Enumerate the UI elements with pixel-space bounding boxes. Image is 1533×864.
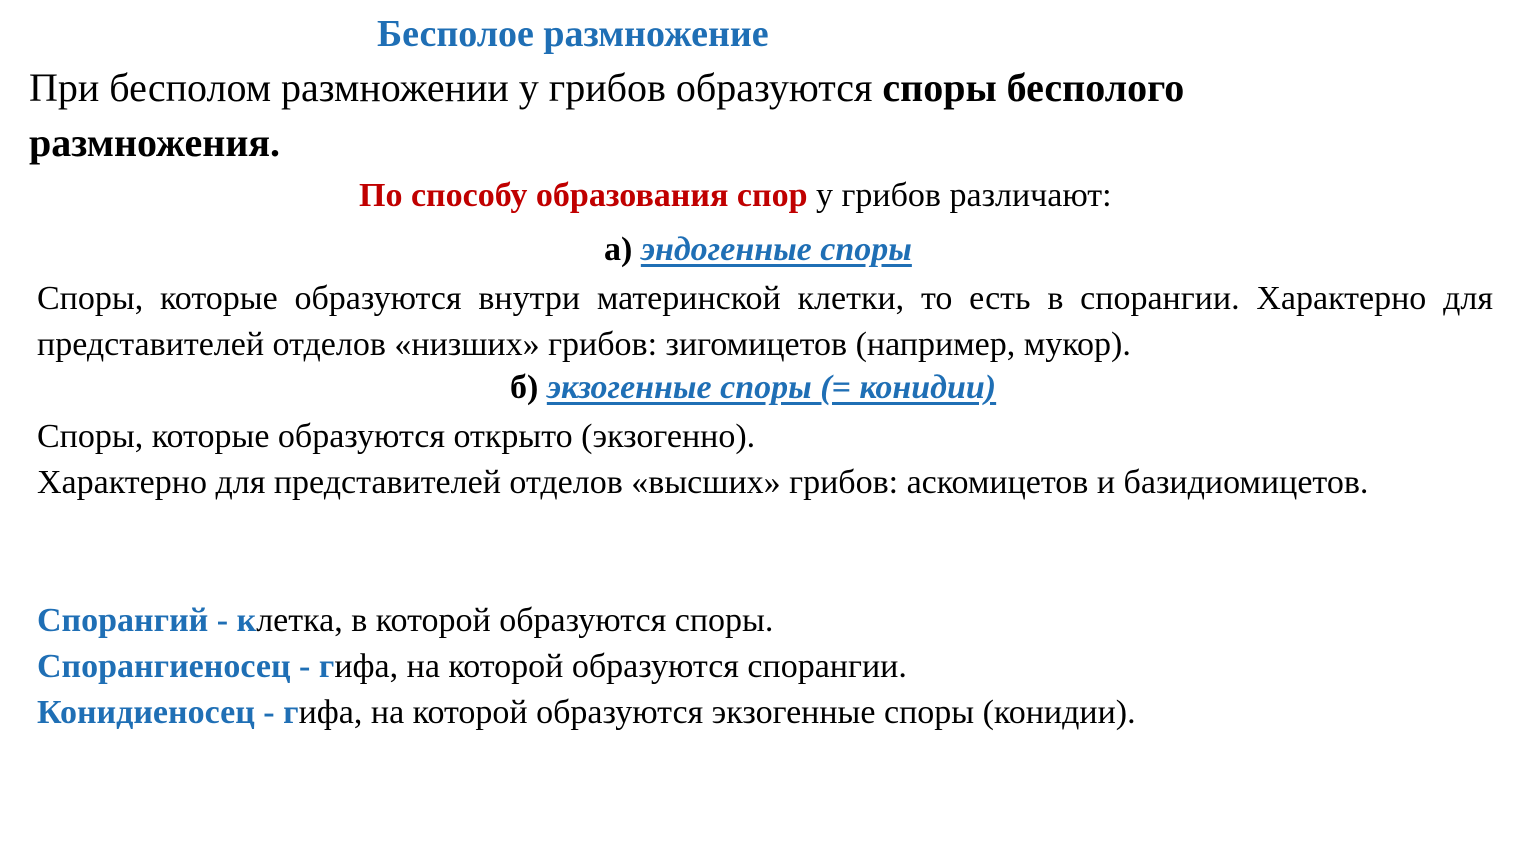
type-a-prefix: а): [604, 231, 641, 268]
method-heading-red: По способу образования спор: [359, 177, 808, 214]
definition-sporangium: [37, 598, 773, 644]
type-b-link[interactable]: экзогенные споры (= конидии): [546, 369, 997, 406]
type-a-heading: [604, 231, 912, 269]
definition-text: летка, в которой образуются споры.: [256, 602, 774, 639]
intro-line-2: размножения.: [29, 120, 281, 165]
page-title: Бесполое размножение: [377, 13, 769, 55]
definition-term: Спорангиеносец - г: [37, 648, 335, 685]
type-a-link[interactable]: эндогенные споры: [640, 231, 912, 268]
method-heading: [359, 177, 1112, 215]
definition-text: ифа, на которой образуются экзогенные споры (конидии).: [298, 694, 1136, 731]
type-a-description: Споры, которые образуются внутри материнской клетки, то есть в спорангии. Характерно для представителей отделов «низших» грибов: зигомицетов (например, мукор).: [37, 280, 1493, 363]
intro-text: При бесполом размножении у грибов образуются: [29, 65, 883, 110]
definition-sporangiophore: [37, 644, 907, 690]
intro-bold: споры бесполого: [882, 65, 1185, 110]
intro-line-1: [29, 64, 1184, 111]
type-b-heading: [510, 369, 996, 407]
type-b-description-1: Споры, которые образуются открыто (экзогенно).: [37, 418, 756, 455]
definition-text: ифа, на которой образуются спорангии.: [334, 648, 907, 685]
method-heading-rest: у грибов различают:: [807, 177, 1112, 214]
definition-term: Конидиеносец - г: [37, 694, 299, 731]
type-b-prefix: б): [510, 369, 547, 406]
type-b-description-2: Характерно для представителей отделов «высших» грибов: аскомицетов и базидиомицетов.: [37, 464, 1369, 501]
definition-conidiophore: [37, 690, 1136, 736]
definition-term: Спорангий - к: [37, 602, 257, 639]
